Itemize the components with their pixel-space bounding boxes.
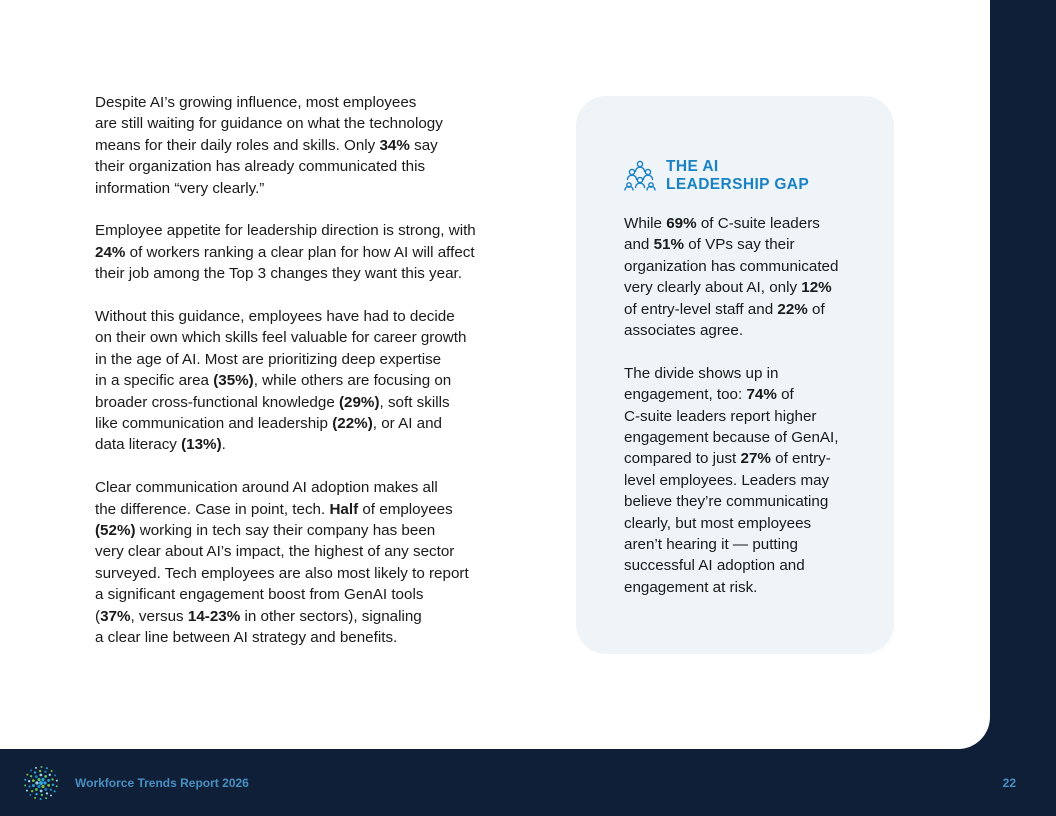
main-body-text [95, 92, 515, 670]
callout-title [666, 158, 846, 194]
main-paragraph: Despite AI’s growing influence, most employees are still waiting for guidance on what the technology means for their daily roles and skills. Only 34% say their organization has already communicated this information “very clearly.” [95, 94, 443, 197]
people-group-icon [624, 159, 656, 191]
callout-title-line-2: LEADERSHIP GAP [666, 176, 810, 193]
main-paragraph: Without this guidance, employees have had to decide on their own which skills feel valuable for career growth in the age of AI. Most are prioritizing deep expertise in a specific area (35%), while others are focusing on broader cross-functional knowledge (29%), soft skills like communication and leadership (22%), or AI and data literacy (13%). [95, 308, 467, 454]
callout-header [624, 158, 846, 194]
leadership-gap-callout [576, 96, 894, 654]
footer-report-title: Workforce Trends Report 2026 [75, 776, 249, 790]
callout-paragraph: While 69% of C-suite leaders and 51% of VPs say their organization has communicated very clearly about AI, only 12% of entry-level staff and 22% of associates agree. [624, 215, 839, 340]
callout-title-line-1: THE AI [666, 158, 719, 175]
main-paragraph: Clear communication around AI adoption makes all the difference. Case in point, tech. Half of employees (52%) working in tech say their company has been very clear about AI’s impact, the highest of any sector surveyed. Tech employees are also most likely to report a significant engagement boost from GenAI tools (37%, versus 14-23% in other sectors), signaling a clear line between AI strategy and benefits. [95, 479, 469, 647]
callout-body-text [624, 213, 864, 620]
main-paragraph: Employee appetite for leadership direction is strong, with 24% of workers ranking a clear plan for how AI will affect their job among the Top 3 changes they want this year. [95, 222, 476, 283]
page-number: 22 [1002, 776, 1016, 790]
callout-paragraph: The divide shows up in engagement, too: 74% of C-suite leaders report higher engagement because of GenAI, compared to just 27% of entry- level employees. Leaders may believe they’re communicating clearly, but most employees aren’t hearing it — putting successful AI adoption and engagement at risk. [624, 364, 839, 596]
dotted-burst-logo-icon [22, 764, 60, 802]
